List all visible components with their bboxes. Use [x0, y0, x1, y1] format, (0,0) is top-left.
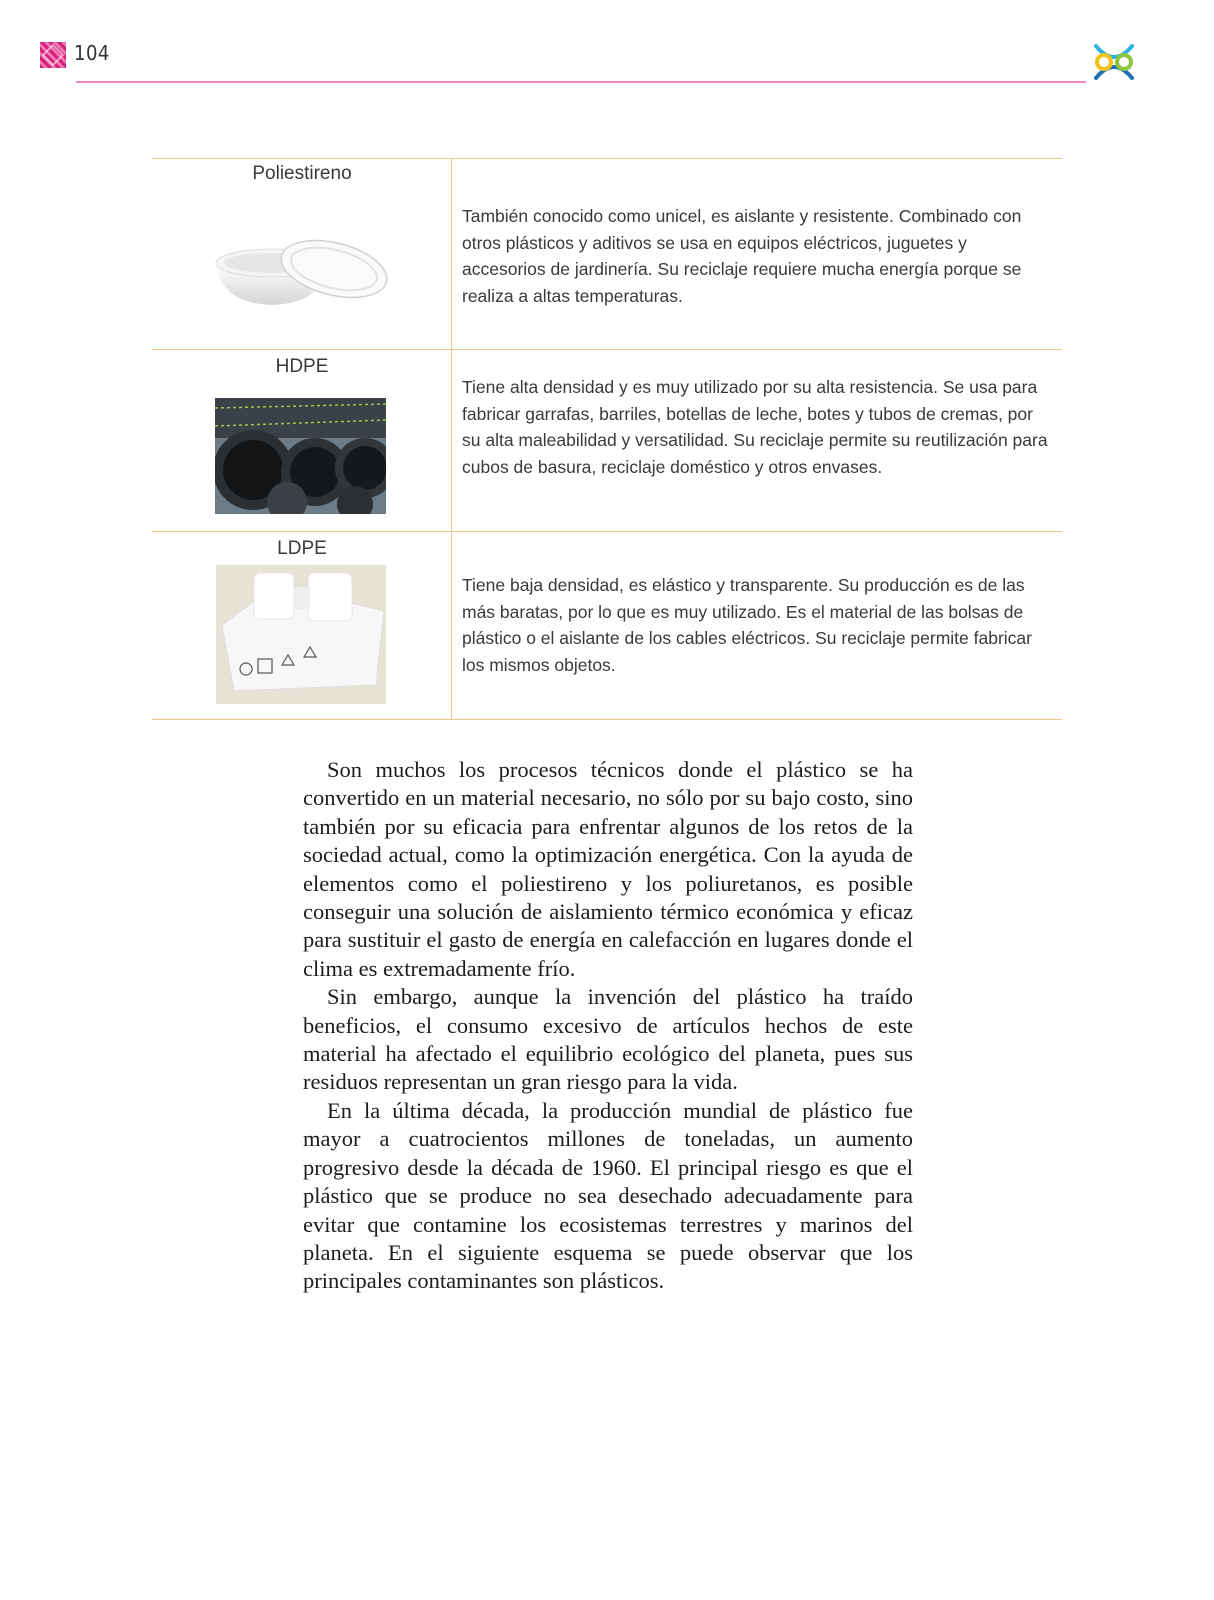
material-description: Tiene baja densidad, es elástico y transparente. Su producción es de las más baratas, por lo que es muy utilizado. Es el material de las bolsas de plástico o el aislante de los cables eléctricos. Su reciclaje permite fabricar los mismos objetos.: [462, 575, 1032, 675]
styrofoam-container-photo: [212, 233, 388, 309]
paragraph: Son muchos los procesos técnicos donde el plástico se ha convertido en un material necesario, no sólo por su bajo costo, sino también por su eficacia para enfrentar algunos de los retos de la sociedad actual, como la optimización energética. Con la ayuda de elementos como el poliestireno y los poliuretanos, es posible conseguir una solución de aislamiento térmico económica y eficaz para sustituir el gasto de energía en calefacción en lugares donde el clima es extremadamente frío.: [303, 757, 913, 981]
table-row: [152, 158, 1062, 349]
brand-logo-icon: [1090, 38, 1138, 86]
material-name: HDPE: [275, 356, 329, 377]
book-ornament-icon: [40, 42, 66, 68]
ldpe-foam-packaging-photo: [216, 565, 386, 704]
material-name: LDPE: [277, 538, 327, 559]
material-description: También conocido como unicel, es aislante y resistente. Combinado con otros plásticos y aditivos se usa en equipos eléctricos, juguetes y accesorios de jardinería. Su reciclaje requiere mucha energía porque se realiza a altas temperaturas.: [462, 206, 1022, 306]
plastics-table: [152, 158, 1062, 720]
paragraph: En la última década, la producción mundial de plástico fue mayor a cuatrocientos millones de toneladas, un aumento progresivo desde la década de 1960. El principal riesgo es que el plástico que se produce no sea desechado adecuadamente para evitar que contamine los ecosistemas terrestres y marinos del planeta. En el siguiente esquema se puede observar que los principales contaminantes son plásticos.: [303, 1097, 913, 1294]
page-header: [0, 0, 1214, 100]
hdpe-pipes-photo: [215, 398, 386, 514]
table-row: [152, 531, 1062, 720]
header-divider: [76, 81, 1086, 83]
body-text: [303, 756, 913, 1296]
material-description: Tiene alta densidad y es muy utilizado por su alta resistencia. Se usa para fabricar garrafas, barriles, botellas de leche, botes y tubos de cremas, por su alta maleabilidad y versatilidad. Su reciclaje permite su reutilización para cubos de basura, reciclaje doméstico y otros envases.: [462, 377, 1048, 477]
table-row: [152, 349, 1062, 531]
page-number: 104: [74, 41, 110, 65]
material-name: Poliestireno: [252, 163, 352, 184]
paragraph: Sin embargo, aunque la invención del plástico ha traído beneficios, el consumo excesivo de artículos hechos de este material ha afectado el equilibrio ecológico del planeta, pues sus residuos representan un gran riesgo para la vida.: [303, 984, 913, 1095]
